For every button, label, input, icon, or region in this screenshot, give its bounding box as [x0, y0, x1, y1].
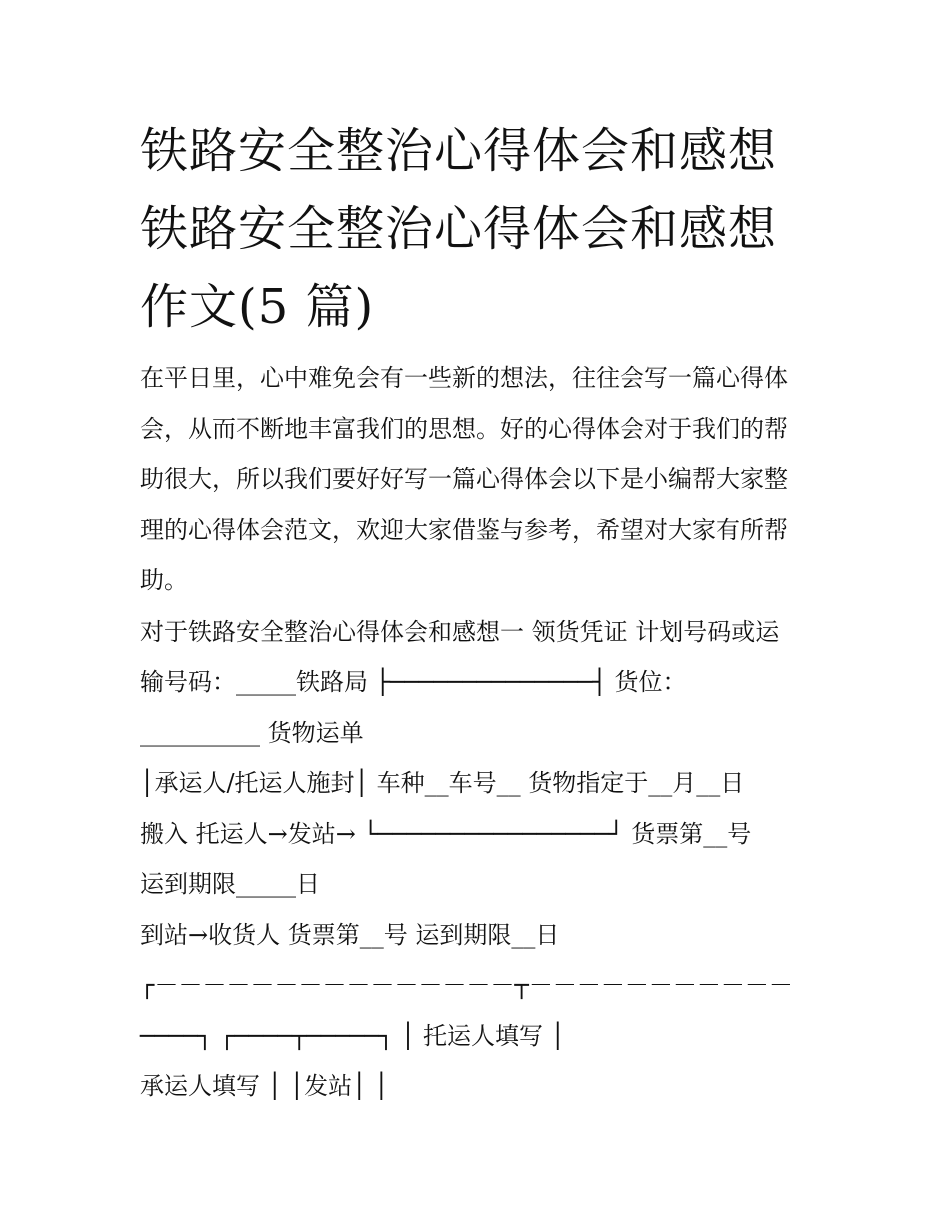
form-line-10: 承运人填写 │ │发站│ │ — [140, 1072, 389, 1100]
title-line-3: 作文(5 篇) — [140, 279, 375, 335]
document-title — [140, 112, 840, 346]
title-line-1: 铁路安全整治心得体会和感想 — [140, 123, 778, 179]
title-line-2: 铁路安全整治心得体会和感想 — [140, 201, 778, 257]
intro-line-1: 在平日里，心中难免会有一些新的想法，往往会写一篇心得体 — [140, 364, 788, 392]
form-line-4: │承运人/托运人施封│ 车种__车号__ 货物指定于__月__日 — [140, 769, 745, 797]
form-line-6: 运到期限_____日 — [140, 870, 320, 898]
form-line-1: 对于铁路安全整治心得体会和感想一 领货凭证 计划号码或运 — [140, 618, 780, 646]
intro-line-4: 理的心得体会范文，欢迎大家借鉴与参考，希望对大家有所帮 — [140, 516, 788, 544]
form-line-9: ────┐ ┌────┬─────┐ │ 托运人填写 │ — [140, 1022, 566, 1050]
form-line-3: __________ 货物运单 — [140, 719, 364, 747]
intro-line-2: 会，从而不断地丰富我们的思想。好的心得体会对于我们的帮 — [140, 415, 788, 443]
form-line-7: 到站→收货人 货票第__号 运到期限__日 — [140, 921, 560, 949]
form-line-5: 搬入 托运人→发站→ └────────────────┘ 货票第__号 — [140, 820, 752, 848]
intro-line-5: 助。 — [140, 566, 188, 594]
form-line-8: ┌－－－－－－－－－－－－－－－┬－－－－－－－－－－－ — [140, 971, 793, 999]
intro-line-3: 助很大，所以我们要好好写一篇心得体会以下是小编帮大家整 — [140, 465, 788, 493]
form-line-2: 输号码：_____铁路局 ├──────────────┤ 货位： — [140, 668, 687, 696]
